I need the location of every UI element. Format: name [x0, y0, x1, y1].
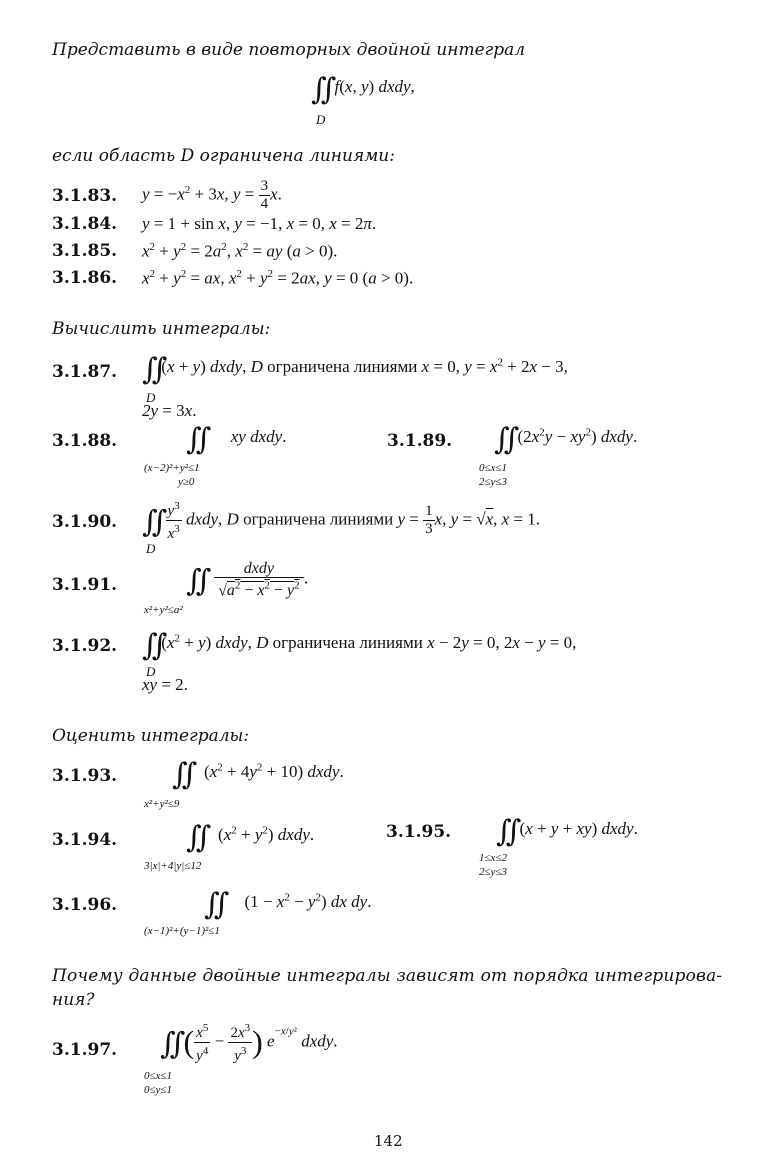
problem-number: 3.1.89.: [387, 431, 453, 451]
problem-number: 3.1.97.: [52, 1040, 118, 1060]
heading-why-cont: ния?: [52, 990, 95, 1010]
heading-why: Почему данные двойные интегралы зависят от порядка интегрирова-: [52, 966, 723, 986]
integral-domain: (x−1)²+(y−1)²≤1: [144, 925, 220, 937]
integral-domain: 0≤x≤1: [144, 1070, 172, 1082]
problem-number: 3.1.96.: [52, 895, 118, 915]
problem-number: 3.1.90.: [52, 512, 118, 532]
problem-equation: ∫∫ $(x^2 + 4y^2 + 10)$ dxdy.: [172, 757, 344, 792]
problem-equation: ∫∫ $(2x^2y - xy^2)$ dxdy.: [494, 422, 638, 457]
integral-domain: y≥0: [178, 476, 195, 488]
problem-number: 3.1.93.: [52, 766, 118, 786]
formula-main-sub: D: [316, 112, 326, 127]
problem-equation: ∫∫ ( $\frac{x^5}{y^4}$ − $\frac{2x^3}{y^3}$ ) $e^{-x/y^2}$ dxdy.: [160, 1022, 338, 1064]
problem-equation: y = 1 + sin x, y = −1, x = 0, x = 2π.: [142, 214, 377, 233]
problem-equation: ∫∫ $(1 - x^2 - y^2)$ dx dy.: [204, 887, 372, 922]
integral-domain: 0≤y≤1: [144, 1084, 172, 1096]
integral-domain: x²+y²≤9: [144, 798, 180, 810]
heading-domain: если область D ограничена линиями:: [52, 146, 395, 166]
problem-number: 3.1.92.: [52, 636, 118, 656]
problem-number: 3.1.87.: [52, 362, 118, 382]
formula-main: ∫∫ f(x, y) dxdy,: [311, 72, 415, 107]
problem-number: 3.1.86.: [52, 268, 118, 288]
problem-equation: ∫∫ xy dxdy.: [186, 422, 287, 457]
integral-domain: 2≤y≤3: [479, 476, 507, 488]
integral-domain: 2≤y≤3: [479, 866, 507, 878]
problem-equation: ∫∫(x + y) dxdy, D ограничена линиями x = 0, $y = x^2 + 2x - 3$,: [142, 352, 568, 387]
integral-domain: 3|x|+4|y|≤12: [144, 860, 202, 872]
problem-equation: $\int\int(x^2 + y)$ dxdy, D ограничена линиями x − 2y = 0, 2x − y = 0,: [142, 628, 577, 663]
problem-number: 3.1.95.: [386, 822, 452, 842]
integral-domain: D: [146, 541, 156, 556]
problem-number: 3.1.84.: [52, 214, 118, 234]
problem-equation: ∫∫ $(x^2 + y^2)$ dxdy.: [186, 820, 315, 855]
problem-equation: $x^2 + y^2 = 2a^2$, $x^2$ = ay (a > 0).: [142, 241, 338, 261]
problem-number: 3.1.88.: [52, 431, 118, 451]
problem-equation: ∫∫ $\frac{y^3}{x^3}$ dxdy, D ограничена линиями y = $\frac{1}{3}$ x, y = √x, x = 1.: [142, 500, 541, 542]
problem-equation: $x^2 + y^2$ = ax, $x^2 + y^2 = 2ax$, y = 0 (a > 0).: [142, 268, 414, 288]
integral-domain: (x−2)²+y²≤1: [144, 462, 200, 474]
problem-number: 3.1.83.: [52, 186, 118, 206]
heading-represent: Представить в виде повторных двойной интеграл: [52, 40, 526, 60]
problem-number: 3.1.85.: [52, 241, 118, 261]
problem-number: 3.1.94.: [52, 830, 118, 850]
problem-equation: ∫∫ (x + y + xy) dxdy.: [496, 814, 638, 849]
page-number: 142: [374, 1132, 403, 1150]
problem-number: 3.1.91.: [52, 575, 118, 595]
problem-equation: $y = -x^2 + 3x$, y = $\frac{3}{4}$ x.: [142, 178, 282, 212]
integral-domain: x²+y²≤a²: [144, 604, 183, 616]
integral-domain: D: [146, 390, 156, 405]
heading-estimate: Оценить интегралы:: [52, 726, 250, 746]
problem-equation: ∫∫ dxdy $√a^2 - x^2 - y^2$ .: [186, 560, 309, 600]
problem-continuation: 2y = 3x.: [142, 401, 197, 420]
heading-compute: Вычислить интегралы:: [52, 319, 271, 339]
problem-continuation: xy = 2.: [142, 675, 188, 694]
integral-domain: 0≤x≤1: [479, 462, 507, 474]
integral-domain: 1≤x≤2: [479, 852, 507, 864]
integral-domain: D: [146, 664, 156, 679]
